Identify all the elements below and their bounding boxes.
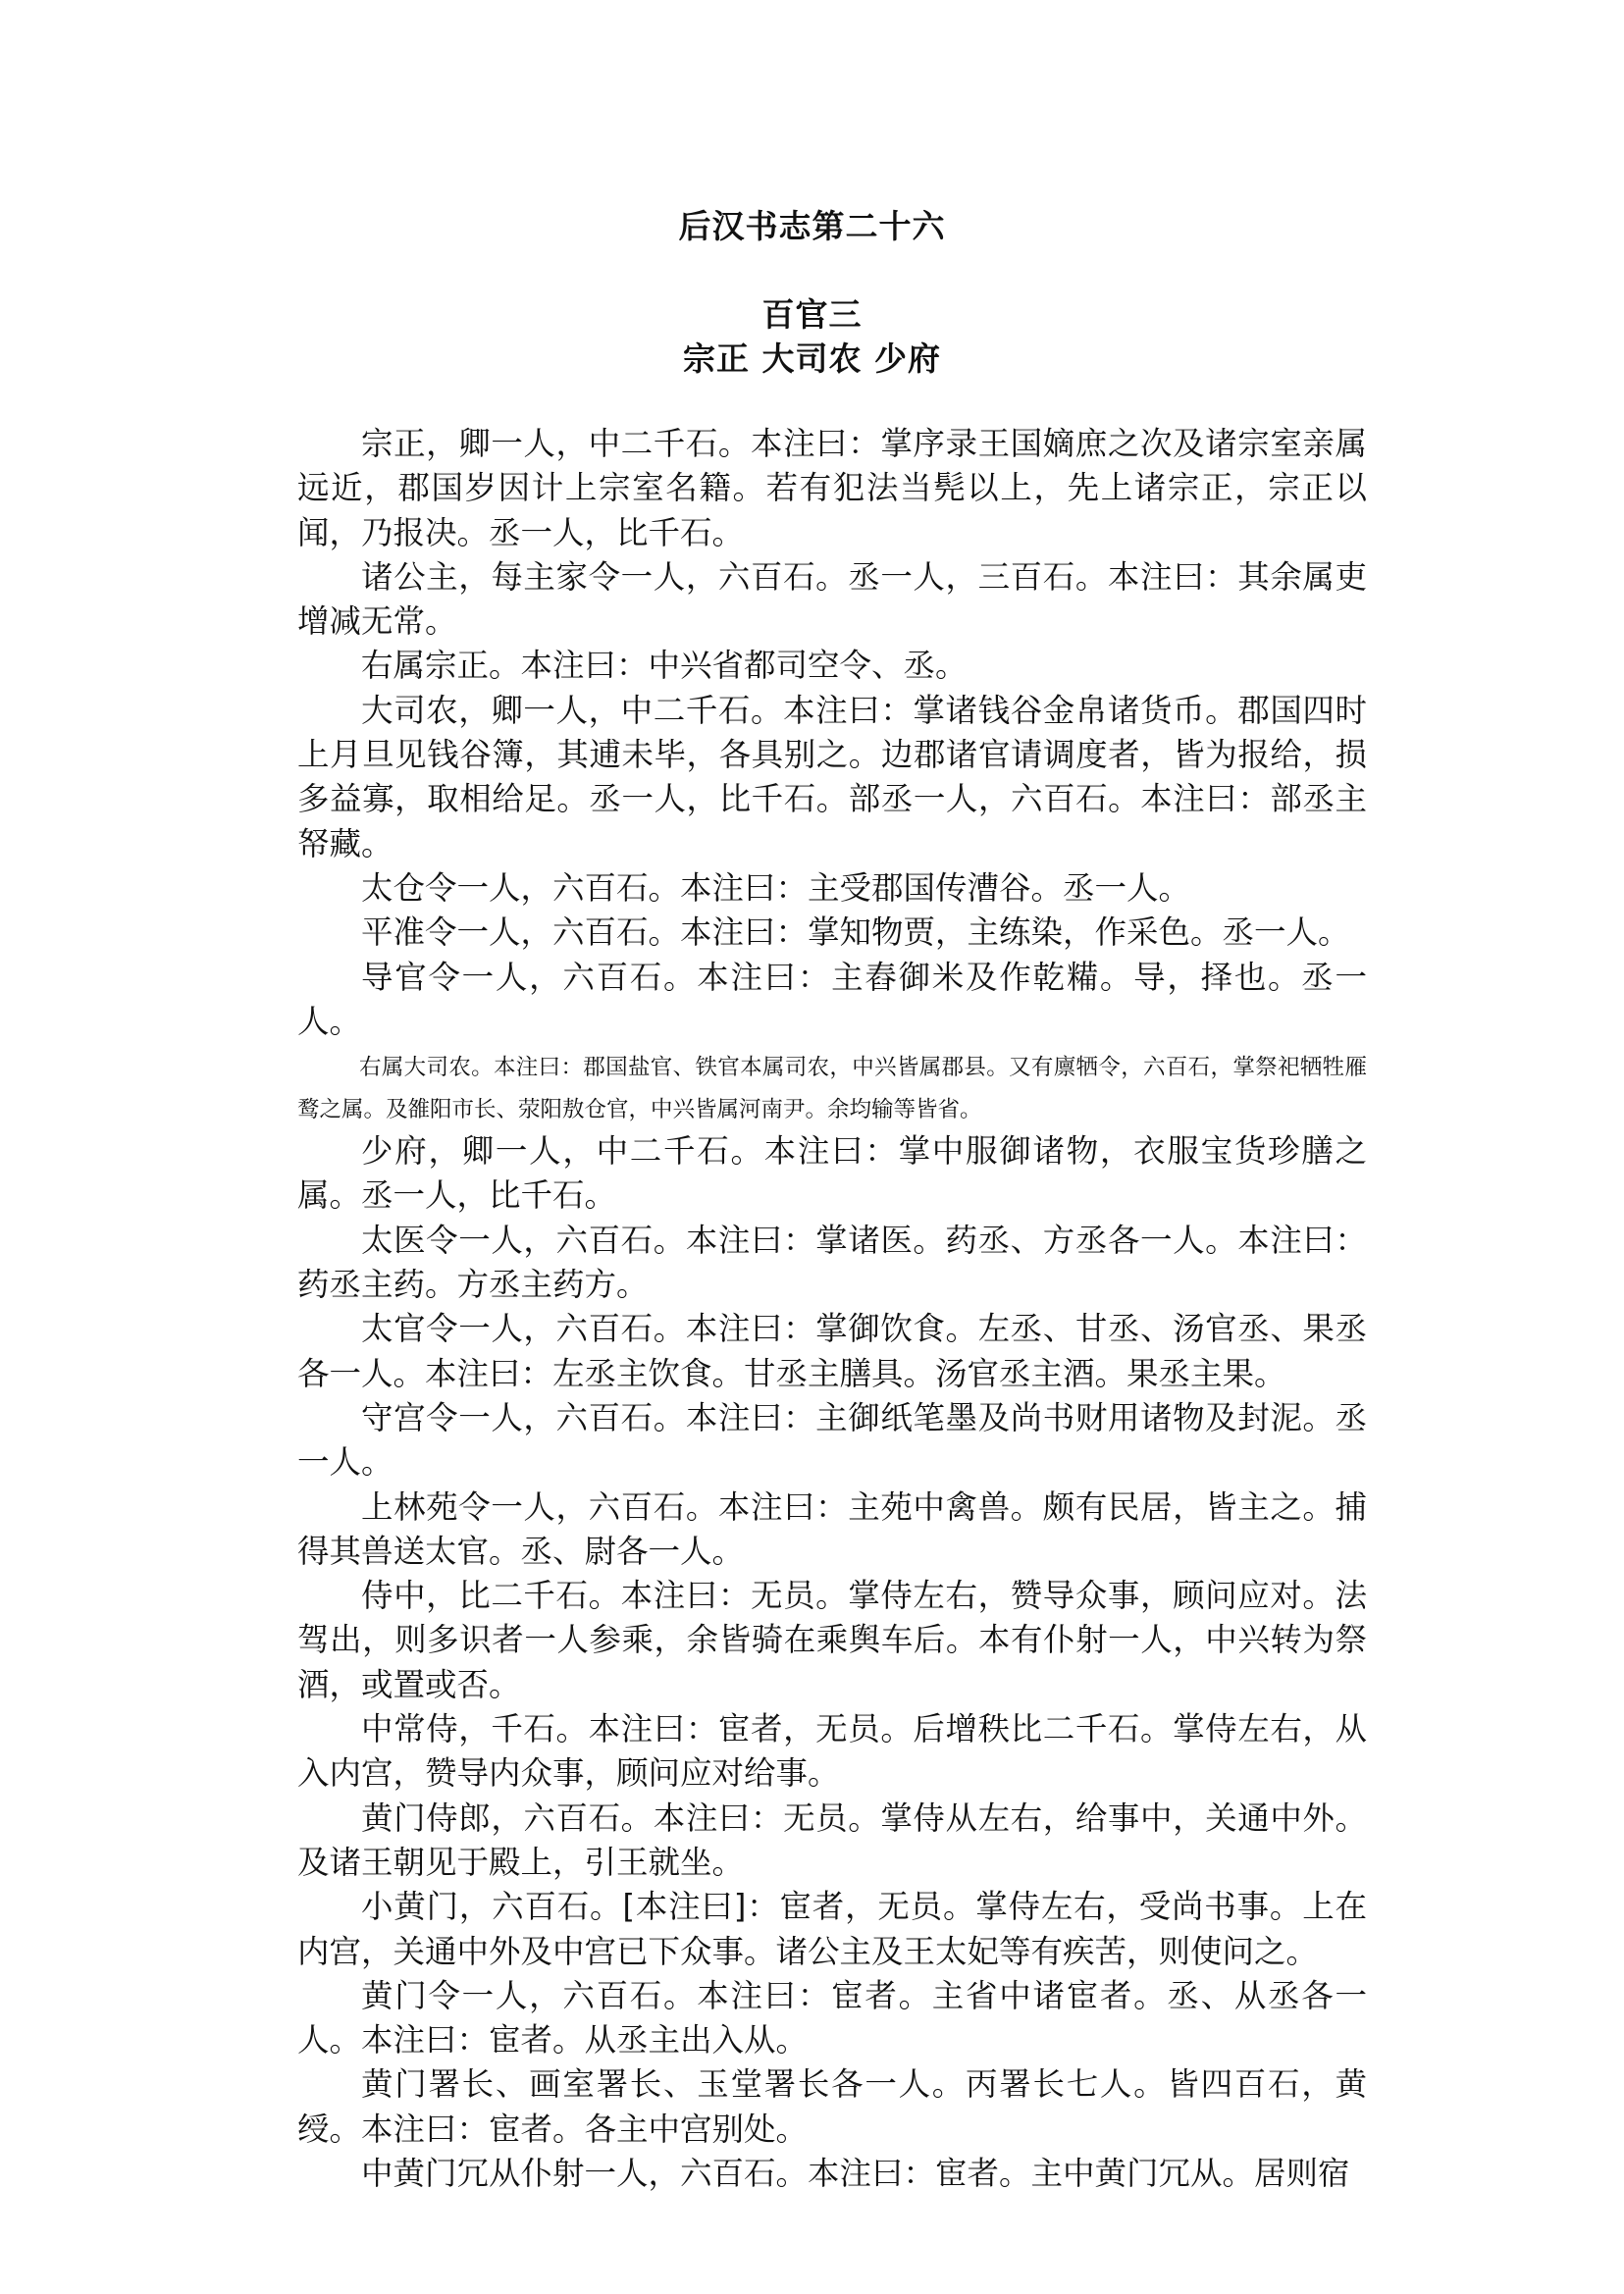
document-title: 后汉书志第二十六 (678, 207, 946, 245)
paragraph: 少府，卿一人，中二千石。本注曰：掌中服御诸物，衣服宝货珍膳之属。丞一人，比千石。 (297, 1132, 1367, 1215)
paragraph: 右属宗正。本注曰：中兴省都司空令、丞。 (361, 647, 968, 685)
paragraph: 上林苑令一人，六百石。本注曰：主苑中禽兽。颇有民居，皆主之。捕得其兽送太官。丞、尉各一人。 (297, 1487, 1367, 1570)
paragraph: 守宫令一人，六百石。本注曰：主御纸笔墨及尚书财用诸物及封泥。丞一人。 (297, 1398, 1367, 1482)
section-title: 百官三 (761, 295, 863, 334)
paragraph: 中黄门冗从仆射一人，六百石。本注曰：宦者。主中黄门冗从。居则宿 (361, 2154, 1350, 2192)
paragraph: 平准令一人，六百石。本注曰：掌知物贾，主练染，作采色。丞一人。 (361, 913, 1350, 952)
paragraph: 黄门侍郎，六百石。本注曰：无员。掌侍从左右，给事中，关通中外。及诸王朝见于殿上，引王就坐。 (297, 1799, 1367, 1881)
paragraph: 太官令一人，六百石。本注曰：掌御饮食。左丞、甘丞、汤官丞、果丞各一人。本注曰：左丞主饮食。甘丞主膳具。汤官丞主酒。果丞主果。 (297, 1310, 1367, 1392)
paragraph: 侍中，比二千石。本注曰：无员。掌侍左右，赞导众事，顾问应对。法驾出，则多识者一人参乘，余皆骑在乘舆车后。本有仆射一人，中兴转为祭酒，或置或否。 (297, 1577, 1367, 1703)
paragraph: 太仓令一人，六百石。本注曰：主受郡国传漕谷。丞一人。 (361, 868, 1191, 907)
paragraph: 导官令一人，六百石。本注曰：主舂御米及作乾糒。导，择也。丞一人。 (297, 958, 1367, 1040)
section-subtitle: 宗正 大司农 少府 (683, 339, 941, 378)
note-paragraph: 右属大司农。本注曰：郡国盐官、铁官本属司农，中兴皆属郡县。又有廪牺令，六百石，掌祭祀牺牲雁鹜之属。及雒阳市长、荥阳敖仓官，中兴皆属河南尹。余均输等皆省。 (297, 1055, 1367, 1123)
paragraph: 中常侍，千石。本注曰：宦者，无员。后增秩比二千石。掌侍左右，从入内宫，赞导内众事，顾问应对给事。 (297, 1710, 1367, 1793)
paragraph: 大司农，卿一人，中二千石。本注曰：掌诸钱谷金帛诸货币。郡国四时上月旦见钱谷簿，其逋未毕，各具别之。边郡诸官请调度者，皆为报给，损多益寡，取相给足。丞一人，比千石。部丞一人，六百石。本注曰：部丞主帑藏。 (297, 691, 1367, 862)
paragraph: 小黄门，六百石。[本注曰]：宦者，无员。掌侍左右，受尚书事。上在内宫，关通中外及中宫已下众事。诸公主及王太妃等有疾苦，则使问之。 (297, 1888, 1367, 1970)
document-body (297, 422, 1367, 2196)
paragraph: 诸公主，每主家令一人，六百石。丞一人，三百石。本注曰：其余属吏增减无常。 (297, 557, 1367, 641)
paragraph: 宗正，卿一人，中二千石。本注曰：掌序录王国嫡庶之次及诸宗室亲属远近，郡国岁因计上宗室名籍。若有犯法当髡以上，先上诸宗正，宗正以闻，乃报决。丞一人，比千石。 (297, 425, 1367, 551)
paragraph: 黄门令一人，六百石。本注曰：宦者。主省中诸宦者。丞、从丞各一人。本注曰：宦者。从丞主出入从。 (297, 1976, 1367, 2059)
paragraph: 黄门署长、画室署长、玉堂署长各一人。丙署长七人。皆四百石，黄绶。本注曰：宦者。各主中宫别处。 (297, 2065, 1367, 2148)
paragraph: 太医令一人，六百石。本注曰：掌诸医。药丞、方丞各一人。本注曰：药丞主药。方丞主药方。 (297, 1221, 1367, 1304)
